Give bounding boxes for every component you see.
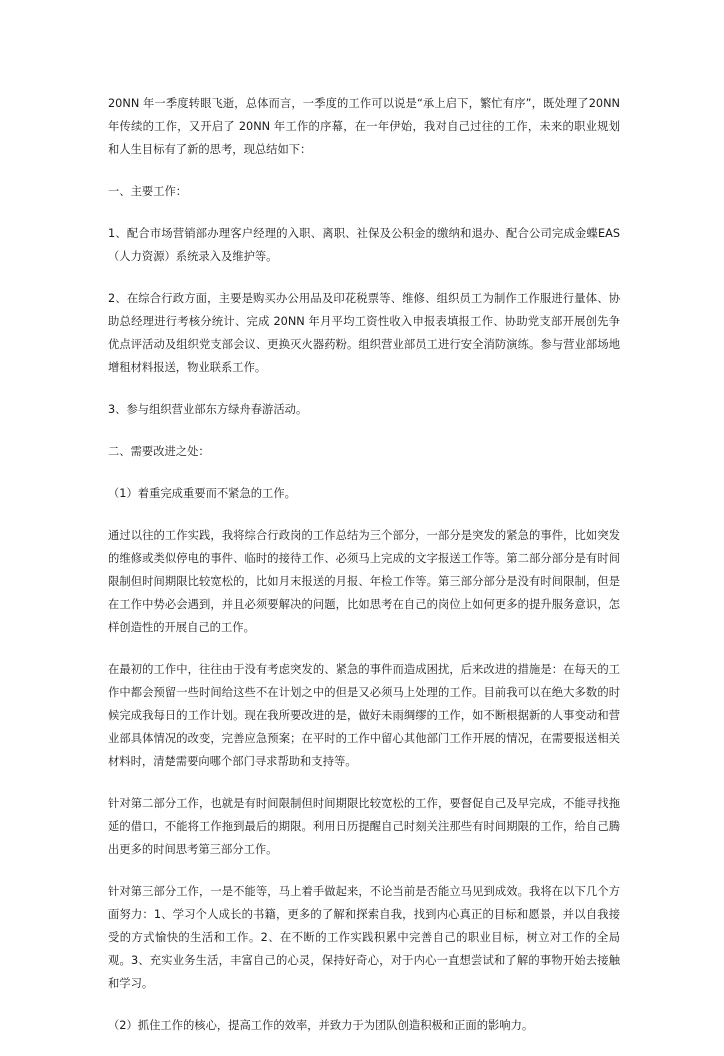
body-paragraph-4: 针对第三部分工作，一是不能等，马上着手做起来，不论当前是否能立马见到成效。我将在以下几个方面努力：1、学习个人成长的书籍，更多的了解和探索自我，找到内心真正的目标和愿景，并以自我接受的方式愉快的生活和工作。2、在不断的工作实践积累中完善自己的职业目标，树立对工作的全局观。3、充实业务生活，丰富自己的心灵，保持好奇心，对于内心一直想尝试和了解的事物开始去接触和学习。 bbox=[108, 885, 620, 990]
subheading-2: （2）抓住工作的核心，提高工作的效率，并致力于为团队创造积极和正面的影响力。 bbox=[108, 1019, 534, 1032]
section-heading-main-work: 一、主要工作： bbox=[108, 185, 188, 198]
subheading-1: （1）着重完成重要而不紧急的工作。 bbox=[108, 487, 296, 500]
section-heading-improvements: 二、需要改进之处： bbox=[108, 445, 210, 458]
intro-paragraph: 20NN 年一季度转眼飞逝，总体而言，一季度的工作可以说是“承上启下，繁忙有序”，既处理了20NN 年传续的工作，又开启了 20NN 年工作的序幕，在一年伊始，我对自己过往的工作，未来的职业规划和人生目标有了新的思考，现总结如下： bbox=[108, 97, 620, 156]
body-paragraph-1: 通过以往的工作实践，我将综合行政岗的工作总结为三个部分，一部分是突发的紧急的事件，比如突发的维修或类似停电的事件、临时的接待工作、必须马上完成的文字报送工作等。第二部分部分是有时间限制但时间期限比较宽松的，比如月末报送的月报、年检工作等。第三部分部分是没有时间限制，但是在工作中势必会遇到，并且必须要解决的问题，比如思考在自己的岗位上如何更多的提升服务意识，怎样创造性的开展自己的工作。 bbox=[108, 529, 620, 634]
body-paragraph-3: 针对第二部分工作，也就是有时间限制但时间期限比较宽松的工作，要督促自己及早完成，不能寻找拖延的借口，不能将工作拖到最后的期限。利用日历提醒自己时刻关注那些有时间期限的工作，给自己腾出更多的时间思考第三部分工作。 bbox=[108, 797, 620, 856]
work-item-1: 1、配合市场营销部办理客户经理的入职、离职、社保及公积金的缴纳和退办、配合公司完成金蝶EAS（人力资源）系统录入及维护等。 bbox=[108, 227, 620, 263]
body-paragraph-2: 在最初的工作中，往往由于没有考虑突发的、紧急的事件而造成困扰，后来改进的措施是：在每天的工作中都会预留一些时间给这些不在计划之中的但是又必须马上处理的工作。目前我可以在绝大多数的时候完成我每日的工作计划。现在我所要改进的是，做好未雨绸缪的工作，如不断根据新的人事变动和营业部具体情况的改变，完善应急预案；在平时的工作中留心其他部门工作开展的情况，在需要报送相关材料时，清楚需要向哪个部门寻求帮助和支持等。 bbox=[108, 663, 620, 768]
work-item-2: 2、在综合行政方面，主要是购买办公用品及印花税票等、维修、组织员工为制作工作服进行量体、协助总经理进行考核分统计、完成 20NN 年月平均工资性收入申报表填报工作、协助党支部开展创先争优点评活动及组织党支部会议、更换灭火器药粉。组织营业部员工进行安全消防演练。参与营业部场地增租材料报送，物业联系工作。 bbox=[108, 292, 620, 374]
document-page bbox=[108, 92, 620, 1056]
work-item-3: 3、参与组织营业部东方绿舟春游活动。 bbox=[108, 403, 308, 416]
